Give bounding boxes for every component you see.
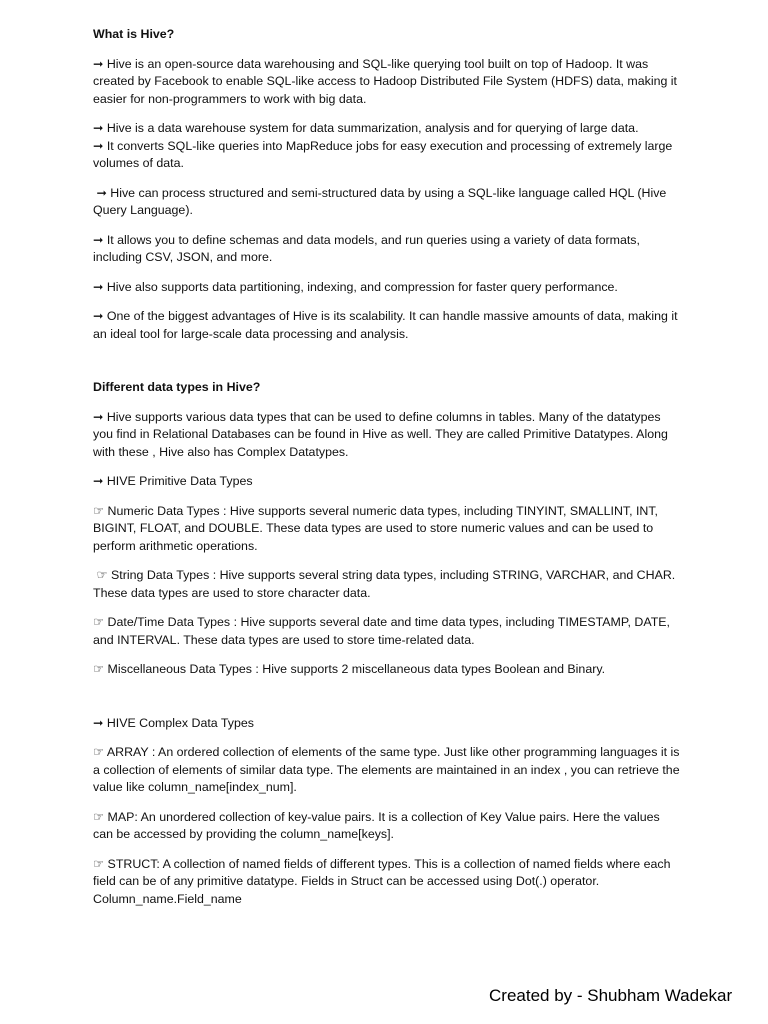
paragraph-data-types-intro: ➞ Hive supports various data types that can be used to define columns in tables. Many of the datatypes you find in Relational Databases can be found in Hive as well. They are called Primitive Datatypes. Along with these , Hive also has Complex Datatypes.	[93, 409, 668, 459]
list-item-map-type: ☞ MAP: An unordered collection of key-value pairs. It is a collection of Key Value pairs. Here the values can be accessed by providing the column_name[keys].	[93, 809, 660, 841]
list-item-datetime-types: ☞ Date/Time Data Types : Hive supports several date and time data types, including TIMESTAMP, DATE, and INTERVAL. These data types are used to store time-related data.	[93, 615, 670, 647]
paragraph-hive-mapreduce: ➞ It converts SQL-like queries into MapReduce jobs for easy execution and processing of extremely large volumes of data.	[93, 138, 673, 170]
list-item-numeric-types: ☞ Numeric Data Types : Hive supports several numeric data types, including TINYINT, SMALLINT, INT, BIGINT, FLOAT, and DOUBLE. These data types are used to store numeric values and can be used to perform arithmetic operations.	[93, 503, 658, 553]
footer-credit: Created by - Shubham Wadekar	[489, 986, 733, 1005]
list-item-misc-types: ☞ Miscellaneous Data Types : Hive supports 2 miscellaneous data types Boolean and Binary.	[93, 662, 606, 676]
list-item-struct-type: ☞ STRUCT: A collection of named fields of different types. This is a collection of named fields where each field can be of any primitive datatype. Fields in Struct can be accessed using Dot(.) operator. Column_name.Field_name	[93, 856, 671, 906]
paragraph-hive-partitioning: ➞ Hive also supports data partitioning, indexing, and compression for faster query performance.	[93, 279, 618, 294]
subheading-complex-types: ➞ HIVE Complex Data Types	[93, 715, 254, 730]
subheading-primitive-types: ➞ HIVE Primitive Data Types	[93, 474, 253, 488]
paragraph-hive-warehouse: ➞ Hive is a data warehouse system for data summarization, analysis and for querying of large data.	[93, 121, 639, 135]
section-spacer	[93, 691, 683, 715]
paragraph-hive-scalability: ➞ One of the biggest advantages of Hive is its scalability. It can handle massive amounts of data, making it an ideal tool for large-scale data processing and analysis.	[93, 309, 678, 341]
section-title-what-is-hive: What is Hive?	[93, 27, 175, 41]
list-item-string-types: ☞ String Data Types : Hive supports several string data types, including STRING, VARCHAR, and CHAR. These data types are used to store character data.	[93, 568, 679, 600]
paragraph-hive-schemas: ➞ It allows you to define schemas and data models, and run queries using a variety of data formats, including CSV, JSON, and more.	[93, 232, 640, 264]
list-item-array-type: ☞ ARRAY : An ordered collection of elements of the same type. Just like other programming languages it is a collection of elements of similar data type. The elements are maintained in an index , you can retrieve the value like column_name[index_num].	[93, 745, 680, 794]
paragraph-hive-hql: ➞ Hive can process structured and semi-structured data by using a SQL-like language called HQL (Hive Query Language).	[93, 185, 670, 217]
section-spacer	[93, 355, 683, 379]
section-title-data-types: Different data types in Hive?	[93, 380, 261, 394]
document-page	[93, 26, 683, 920]
paragraph-hive-overview: ➞ Hive is an open-source data warehousing and SQL-like querying tool built on top of Hadoop. It was created by Facebook to enable SQL-like access to Hadoop Distributed File System (HDFS) data, making it easier for non-programmers to work with big data.	[93, 56, 677, 106]
